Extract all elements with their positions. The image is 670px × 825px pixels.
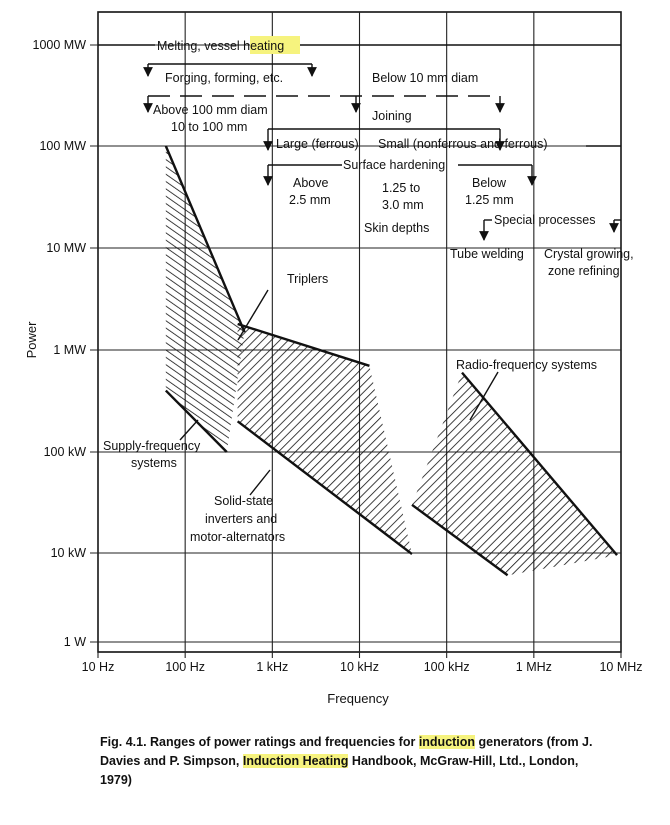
- y-tick-label: 100 kW: [43, 445, 86, 459]
- y-axis-title: Power: [24, 321, 39, 359]
- label-forging: Forging, forming, etc.: [165, 71, 284, 85]
- figure-caption: Fig. 4.1. Ranges of power ratings and frequencies for induction generators (from J. Davies and P. Simpson, Induction Heating Handbook, McGraw-Hill, Ltd., London, 1979): [100, 735, 593, 787]
- label-solid-3: motor-alternators: [190, 530, 286, 544]
- y-tick-label: 1 MW: [53, 343, 86, 357]
- y-tick-label: 1 W: [63, 635, 86, 649]
- label-surface-hardening: Surface hardening: [343, 158, 446, 172]
- x-tick-label: 10 MHz: [599, 660, 643, 674]
- y-tick-labels: [33, 38, 87, 649]
- y-tick-label: 100 MW: [39, 139, 86, 153]
- x-tick-label: 100 Hz: [165, 660, 205, 674]
- label-crystal-1: Crystal growing,: [544, 247, 634, 261]
- label-supply-1: Supply-frequency: [103, 439, 201, 453]
- y-tick-label: 10 kW: [50, 546, 86, 560]
- label-triplers: Triplers: [287, 272, 329, 286]
- label-tube-welding: Tube welding: [450, 247, 524, 261]
- label-melting: Melting, vessel heating: [157, 39, 285, 53]
- x-tick-label: 1 kHz: [256, 660, 289, 674]
- label-crystal-2: zone refining: [548, 264, 620, 278]
- label-below-10mm: Below 10 mm diam: [372, 71, 479, 85]
- label-above-val: 2.5 mm: [289, 193, 331, 207]
- label-rf-systems: Radio-frequency systems: [456, 358, 598, 372]
- label-special-processes: Special processes: [494, 213, 596, 227]
- label-joining: Joining: [372, 109, 412, 123]
- label-below-val: 1.25 mm: [465, 193, 514, 207]
- label-above: Above: [293, 176, 329, 190]
- label-supply-2: systems: [131, 456, 177, 470]
- x-tick-label: 1 MHz: [515, 660, 552, 674]
- caption-highlight-induction: induction: [418, 735, 476, 749]
- y-tick-label: 10 MW: [46, 241, 86, 255]
- label-skin-depths: Skin depths: [364, 221, 430, 235]
- label-mid-1: 1.25 to: [382, 181, 421, 195]
- label-10-to-100mm: 10 to 100 mm: [171, 120, 248, 134]
- label-solid-2: inverters and: [205, 512, 278, 526]
- region-radio-frequency-systems: [412, 373, 617, 576]
- label-solid-1: Solid-state: [214, 494, 274, 508]
- caption-highlight-induction-heating: Induction Heating: [242, 754, 349, 768]
- x-tick-label: 100 kHz: [423, 660, 470, 674]
- x-axis-title: Frequency: [327, 691, 389, 706]
- x-tick-labels: [82, 660, 643, 674]
- label-mid-2: 3.0 mm: [382, 198, 424, 212]
- label-small-nonferrous: Small (nonferrous and ferrous): [378, 137, 548, 151]
- label-large-ferrous: Large (ferrous): [276, 137, 359, 151]
- label-below: Below: [472, 176, 507, 190]
- region-supply-frequency-systems: [166, 146, 245, 452]
- x-tick-label: 10 Hz: [81, 660, 115, 674]
- label-above-100mm: Above 100 mm diam: [153, 103, 268, 117]
- x-tick-label: 10 kHz: [340, 660, 379, 674]
- y-tick-label: 1000 MW: [32, 38, 86, 52]
